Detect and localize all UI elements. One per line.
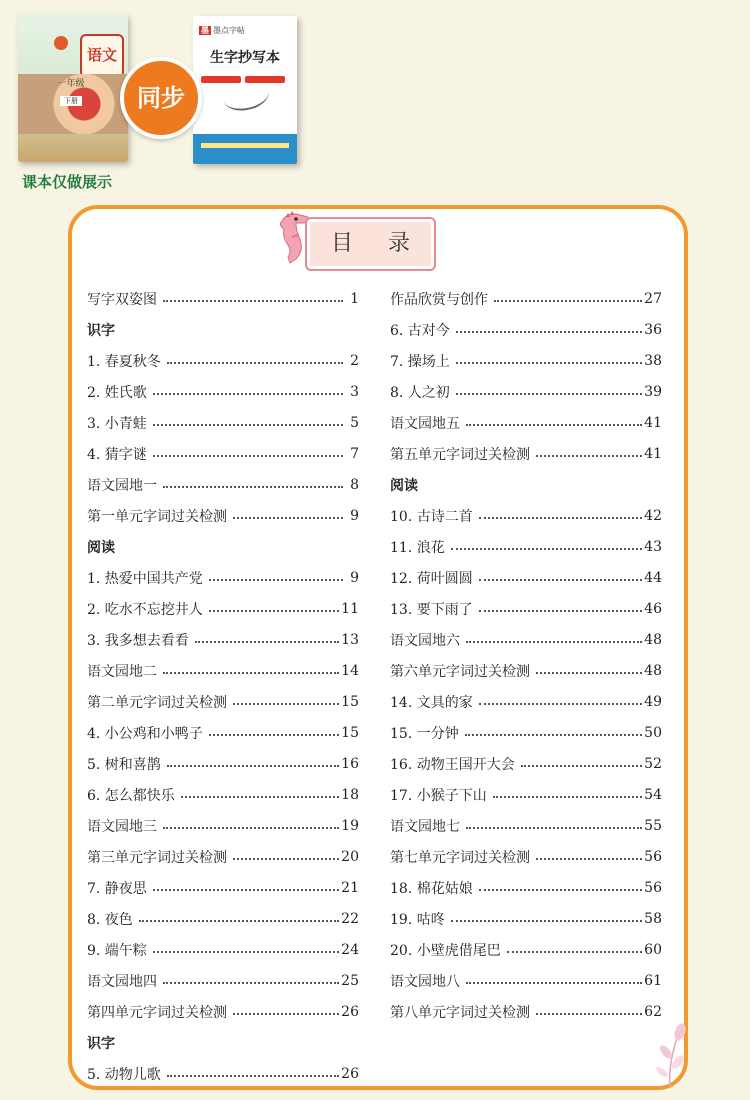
toc-entry-title: 12. 荷叶圆圆 xyxy=(390,570,473,587)
dot-leader xyxy=(233,516,343,519)
toc-section-heading xyxy=(87,1027,359,1058)
toc-page-number: 61 xyxy=(644,972,662,989)
toc-entry xyxy=(87,376,359,407)
toc-left-column xyxy=(87,283,359,1089)
toc-entry xyxy=(87,965,359,996)
dot-leader xyxy=(479,888,642,891)
toc-page-number: 15 xyxy=(341,724,359,741)
toc-entry xyxy=(87,438,359,469)
toc-entry xyxy=(87,779,359,810)
toc-page-number: 41 xyxy=(644,445,662,462)
dot-leader xyxy=(479,578,642,581)
toc-entry xyxy=(87,903,359,934)
dot-leader xyxy=(479,516,642,519)
workbook-cover-image xyxy=(193,16,297,164)
toc-entry-title: 15. 一分钟 xyxy=(390,725,459,742)
toc-entry-title: 2. 姓氏歌 xyxy=(87,384,147,401)
toc-page-number: 44 xyxy=(644,569,662,586)
toc-page-number: 48 xyxy=(644,631,662,648)
toc-entry-title: 11. 浪花 xyxy=(390,539,445,556)
dot-leader xyxy=(163,671,339,674)
toc-page-number: 56 xyxy=(644,848,662,865)
toc-entry-title: 语文园地八 xyxy=(390,973,460,990)
toc-entry xyxy=(390,624,662,655)
toc-entry-title: 阅读 xyxy=(87,539,115,556)
toc-entry xyxy=(390,903,662,934)
dot-leader xyxy=(451,919,642,922)
toc-entry-title: 第七单元字词过关检测 xyxy=(390,849,530,866)
toc-entry xyxy=(87,500,359,531)
workbook-footer-band xyxy=(193,134,297,164)
toc-entry-title: 13. 要下雨了 xyxy=(390,601,473,618)
workbook-title: 生字抄写本 xyxy=(210,50,280,66)
toc-entry xyxy=(87,748,359,779)
toc-entry-title: 14. 文具的家 xyxy=(390,694,473,711)
toc-entry-title: 语文园地七 xyxy=(390,818,460,835)
toc-entry xyxy=(390,965,662,996)
toc-entry-title: 1. 春夏秋冬 xyxy=(87,353,161,370)
toc-entry-title: 5. 树和喜鹊 xyxy=(87,756,161,773)
textbook-cover-image xyxy=(18,14,128,162)
toc-page-number: 15 xyxy=(341,693,359,710)
toc-page-number: 27 xyxy=(644,290,662,307)
toc-page-number: 19 xyxy=(341,817,359,834)
toc-section-heading xyxy=(87,531,359,562)
toc-entry xyxy=(390,345,662,376)
dot-leader xyxy=(536,671,642,674)
toc-page-number: 46 xyxy=(644,600,662,617)
dot-leader xyxy=(493,795,642,798)
toc-page-number: 18 xyxy=(341,786,359,803)
dot-leader xyxy=(479,702,642,705)
toc-entry-title: 语文园地六 xyxy=(390,632,460,649)
toc-entry xyxy=(390,655,662,686)
toc-page-number: 11 xyxy=(341,600,359,617)
toc-page-number: 41 xyxy=(644,414,662,431)
toc-entry-title: 19. 咕咚 xyxy=(390,911,445,928)
dot-leader xyxy=(466,826,642,829)
dot-leader xyxy=(167,764,339,767)
dot-leader xyxy=(153,423,343,426)
toc-entry xyxy=(87,345,359,376)
toc-entry-title: 第二单元字词过关检测 xyxy=(87,694,227,711)
dot-leader xyxy=(536,857,642,860)
toc-entry xyxy=(390,779,662,810)
toc-page-number: 55 xyxy=(644,817,662,834)
toc-entry-title: 第一单元字词过关检测 xyxy=(87,508,227,525)
toc-entry xyxy=(87,872,359,903)
toc-entry xyxy=(87,717,359,748)
toc-entry-title: 语文园地四 xyxy=(87,973,157,990)
toc-entry-title: 写字双姿图 xyxy=(87,291,157,308)
sync-badge: 同步 xyxy=(120,57,202,139)
toc-page-number: 56 xyxy=(644,879,662,896)
toc-page-number: 43 xyxy=(644,538,662,555)
dot-leader xyxy=(479,609,642,612)
textbook-title: 语文 xyxy=(80,34,124,78)
dot-leader xyxy=(209,609,339,612)
toc-entry xyxy=(87,686,359,717)
toc-entry-title: 7. 操场上 xyxy=(390,353,450,370)
toc-entry-title: 18. 棉花姑娘 xyxy=(390,880,473,897)
toc-entry-title: 作品欣赏与创作 xyxy=(390,291,488,308)
toc-page-number: 5 xyxy=(350,414,359,431)
toc-entry-title: 9. 端午粽 xyxy=(87,942,147,959)
toc-entry xyxy=(390,934,662,965)
toc-page-number: 52 xyxy=(644,755,662,772)
toc-entry xyxy=(87,934,359,965)
dot-leader xyxy=(536,1012,642,1015)
toc-page-number: 14 xyxy=(341,662,359,679)
toc-page-number: 62 xyxy=(644,1003,662,1020)
toc-entry xyxy=(390,376,662,407)
toc-entry xyxy=(87,655,359,686)
toc-entry xyxy=(390,686,662,717)
toc-entry-title: 8. 人之初 xyxy=(390,384,450,401)
toc-entry xyxy=(87,624,359,655)
toc-page-number: 8 xyxy=(350,476,359,493)
toc-entry xyxy=(390,841,662,872)
toc-entry xyxy=(87,841,359,872)
toc-entry-title: 第四单元字词过关检测 xyxy=(87,1004,227,1021)
toc-page-number: 42 xyxy=(644,507,662,524)
flower-decoration-icon xyxy=(640,1010,690,1090)
dot-leader xyxy=(536,454,642,457)
toc-entry xyxy=(390,593,662,624)
dot-leader xyxy=(195,640,339,643)
dot-leader xyxy=(167,361,343,364)
dot-leader xyxy=(451,547,642,550)
dot-leader xyxy=(494,299,642,302)
toc-entry-title: 7. 静夜思 xyxy=(87,880,147,897)
dot-leader xyxy=(507,950,642,953)
dot-leader xyxy=(153,392,343,395)
toc-entry-title: 识字 xyxy=(87,322,115,339)
toc-entry xyxy=(390,500,662,531)
dot-leader xyxy=(153,888,339,891)
toc-page-number: 13 xyxy=(341,631,359,648)
dot-leader xyxy=(163,299,343,302)
dot-leader xyxy=(521,764,642,767)
toc-page-number: 48 xyxy=(644,662,662,679)
toc-entry-title: 8. 夜色 xyxy=(87,911,133,928)
toc-entry xyxy=(390,810,662,841)
dot-leader xyxy=(466,640,642,643)
toc-entry xyxy=(87,810,359,841)
toc-entry-title: 识字 xyxy=(87,1035,115,1052)
toc-entry xyxy=(390,407,662,438)
toc-page-number: 3 xyxy=(350,383,359,400)
toc-page-number: 9 xyxy=(350,569,359,586)
toc-entry xyxy=(87,996,359,1027)
toc-section-heading xyxy=(87,314,359,345)
toc-page-number: 24 xyxy=(341,941,359,958)
toc-entry xyxy=(87,407,359,438)
toc-entry-title: 4. 猜字谜 xyxy=(87,446,147,463)
dot-leader xyxy=(163,826,339,829)
toc-page-number: 20 xyxy=(341,848,359,865)
toc-page-number: 54 xyxy=(644,786,662,803)
toc-page-number: 38 xyxy=(644,352,662,369)
toc-entry-title: 2. 吃水不忘挖井人 xyxy=(87,601,203,618)
toc-page-number: 39 xyxy=(644,383,662,400)
textbook-grade: 一年级 xyxy=(57,79,85,89)
toc-entry xyxy=(390,438,662,469)
toc-section-heading xyxy=(390,469,662,500)
dot-leader xyxy=(163,485,343,488)
toc-title-banner xyxy=(305,217,436,271)
workbook-tags xyxy=(201,68,289,76)
dot-leader xyxy=(233,1012,339,1015)
publisher-logo-icon xyxy=(54,36,68,50)
toc-page-number: 26 xyxy=(341,1003,359,1020)
dot-leader xyxy=(466,981,642,984)
toc-entry-title: 16. 动物王国开大会 xyxy=(390,756,515,773)
toc-title: 目 录 xyxy=(331,231,424,256)
dot-leader xyxy=(233,857,339,860)
toc-entry-title: 4. 小公鸡和小鸭子 xyxy=(87,725,203,742)
toc-entry xyxy=(390,531,662,562)
toc-entry-title: 阅读 xyxy=(390,477,418,494)
toc-page-number: 25 xyxy=(341,972,359,989)
dot-leader xyxy=(233,702,339,705)
brush-icon xyxy=(221,78,272,115)
dot-leader xyxy=(163,981,339,984)
dot-leader xyxy=(153,950,339,953)
dot-leader xyxy=(181,795,339,798)
dot-leader xyxy=(465,733,642,736)
display-caption: 课本仅做展示 xyxy=(22,173,113,191)
toc-right-column xyxy=(390,283,662,1027)
toc-entry-title: 第六单元字词过关检测 xyxy=(390,663,530,680)
toc-entry-title: 语文园地三 xyxy=(87,818,157,835)
toc-entry-title: 20. 小壁虎借尾巴 xyxy=(390,942,501,959)
toc-entry-title: 10. 古诗二首 xyxy=(390,508,473,525)
toc-entry-title: 3. 小青蛙 xyxy=(87,415,147,432)
toc-entry-title: 1. 热爱中国共产党 xyxy=(87,570,203,587)
toc-entry-title: 语文园地二 xyxy=(87,663,157,680)
toc-page-number: 9 xyxy=(350,507,359,524)
dot-leader xyxy=(153,454,343,457)
toc-entry-title: 3. 我多想去看看 xyxy=(87,632,189,649)
dot-leader xyxy=(456,330,642,333)
dot-leader xyxy=(209,733,339,736)
toc-entry xyxy=(390,748,662,779)
toc-page-number: 1 xyxy=(350,290,359,307)
toc-page-number: 2 xyxy=(350,352,359,369)
toc-page-number: 58 xyxy=(644,910,662,927)
toc-entry-title: 第五单元字词过关检测 xyxy=(390,446,530,463)
toc-entry xyxy=(390,717,662,748)
dot-leader xyxy=(167,1074,339,1077)
dot-leader xyxy=(456,392,642,395)
toc-entry-title: 语文园地五 xyxy=(390,415,460,432)
toc-entry-title: 第三单元字词过关检测 xyxy=(87,849,227,866)
toc-entry-title: 17. 小猴子下山 xyxy=(390,787,487,804)
toc-entry xyxy=(87,1058,359,1089)
toc-entry-title: 5. 动物儿歌 xyxy=(87,1066,161,1083)
toc-entry xyxy=(87,562,359,593)
dot-leader xyxy=(466,423,642,426)
dot-leader xyxy=(456,361,642,364)
toc-entry xyxy=(87,593,359,624)
toc-page-number: 60 xyxy=(644,941,662,958)
toc-entry xyxy=(390,996,662,1027)
toc-entry-title: 6. 古对今 xyxy=(390,322,450,339)
toc-entry-title: 6. 怎么都快乐 xyxy=(87,787,175,804)
toc-page-number: 50 xyxy=(644,724,662,741)
toc-page-number: 26 xyxy=(341,1065,359,1082)
dot-leader xyxy=(139,919,339,922)
textbook-volume: 下册 xyxy=(60,96,82,106)
toc-page-number: 36 xyxy=(644,321,662,338)
toc-page-number: 22 xyxy=(341,910,359,927)
toc-entry-title: 语文园地一 xyxy=(87,477,157,494)
toc-page-number: 16 xyxy=(341,755,359,772)
toc-entry xyxy=(390,283,662,314)
toc-entry xyxy=(87,283,359,314)
toc-entry xyxy=(390,314,662,345)
toc-page-number: 21 xyxy=(341,879,359,896)
toc-entry-title: 第八单元字词过关检测 xyxy=(390,1004,530,1021)
workbook-brand: 墨 墨点字帖 xyxy=(201,26,245,35)
toc-entry xyxy=(390,872,662,903)
toc-page-number: 7 xyxy=(350,445,359,462)
toc-entry xyxy=(390,562,662,593)
toc-entry xyxy=(87,469,359,500)
dot-leader xyxy=(209,578,343,581)
toc-page-number: 49 xyxy=(644,693,662,710)
